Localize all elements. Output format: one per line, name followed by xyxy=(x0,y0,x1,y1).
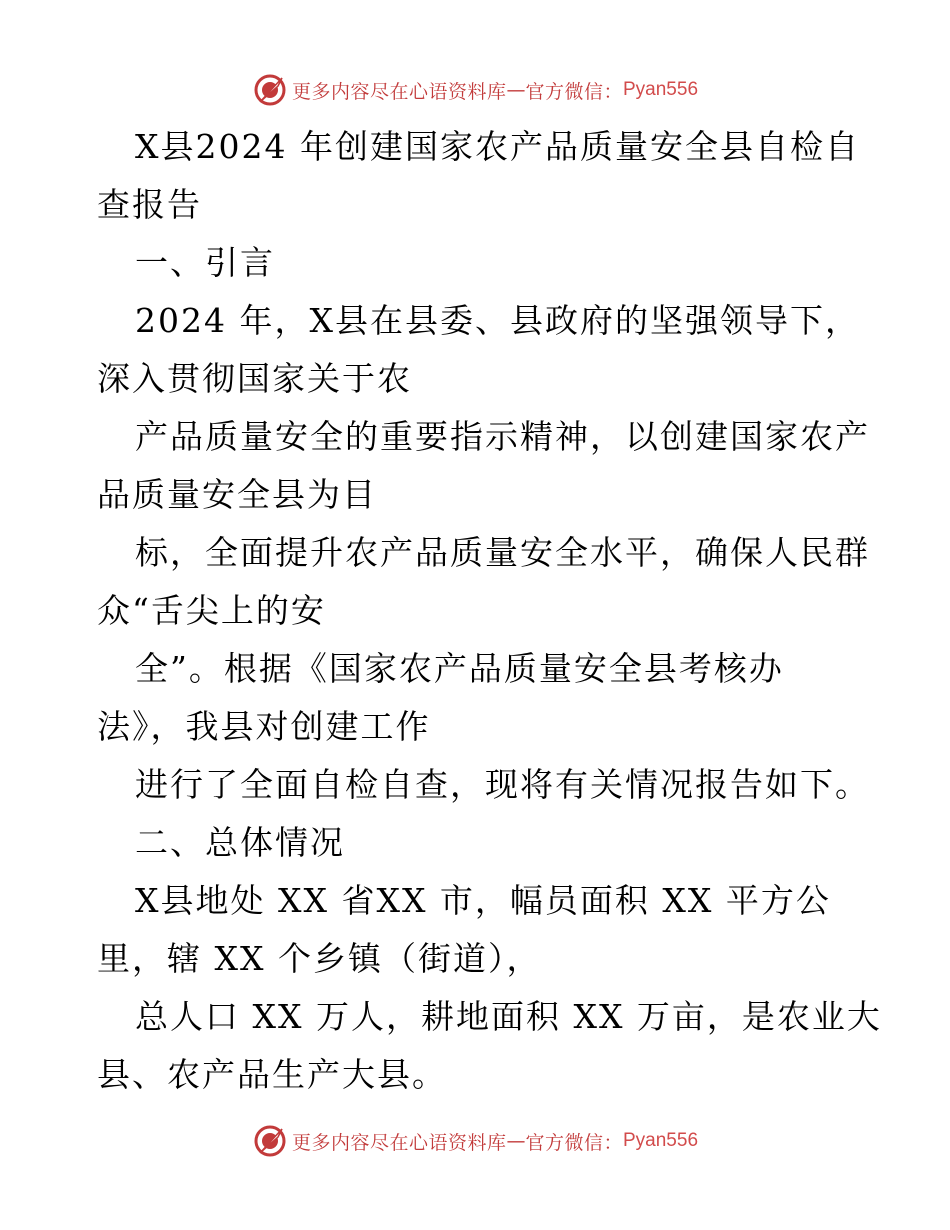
quill-logo-icon xyxy=(252,1123,288,1159)
watermark-wechat-id: Pyan556 xyxy=(623,1130,699,1151)
doc-title-line-1: X县2024 年创建国家农产品质量安全县自检自 xyxy=(135,127,860,166)
paragraph-line: 法》，我县对创建工作 xyxy=(97,707,431,746)
paragraph-line: 总人口 XX 万人，耕地面积 XX 万亩，是农业大 xyxy=(135,997,882,1036)
watermark-wechat-label: 官方微信： xyxy=(525,1131,623,1154)
paragraph-line: 深入贯彻国家关于农 xyxy=(97,359,412,398)
watermark-separator: — xyxy=(506,79,526,101)
watermark-header xyxy=(0,70,950,110)
paragraph-line: 标，全面提升农产品质量安全水平，确保人民群 xyxy=(135,533,870,572)
paragraph-line: 众“舌尖上的安 xyxy=(97,591,326,630)
watermark-footer xyxy=(0,1121,950,1161)
paragraph-line: 产品质量安全的重要指示精神，以创建国家农产 xyxy=(135,417,870,456)
watermark-wechat-label: 官方微信： xyxy=(525,80,623,103)
watermark-text: 更多内容尽在心语资料库 xyxy=(291,80,507,103)
paragraph-line: 里，辖 XX 个乡镇（街道）， xyxy=(97,939,542,978)
doc-title-line-2: 查报告 xyxy=(97,185,202,224)
watermark-text: 更多内容尽在心语资料库 xyxy=(291,1131,507,1154)
section-heading-overview: 二、总体情况 xyxy=(135,823,345,862)
paragraph-line: 进行了全面自检自查，现将有关情况报告如下。 xyxy=(135,765,870,804)
section-heading-intro: 一、引言 xyxy=(135,243,275,282)
paragraph-line: X县地处 XX 省XX 市，幅员面积 XX 平方公 xyxy=(135,881,831,920)
document-body xyxy=(97,118,882,1104)
paragraph-line: 2024 年，X县在县委、县政府的坚强领导下， xyxy=(135,301,860,340)
watermark-separator: — xyxy=(506,1130,526,1152)
paragraph-line: 品质量安全县为目 xyxy=(97,475,377,514)
watermark-wechat-id: Pyan556 xyxy=(623,79,699,100)
paragraph-line: 县、农产品生产大县。 xyxy=(97,1055,447,1094)
quill-logo-icon xyxy=(252,72,288,108)
paragraph-line: 全”。根据《国家农产品质量安全县考核办 xyxy=(135,649,784,688)
